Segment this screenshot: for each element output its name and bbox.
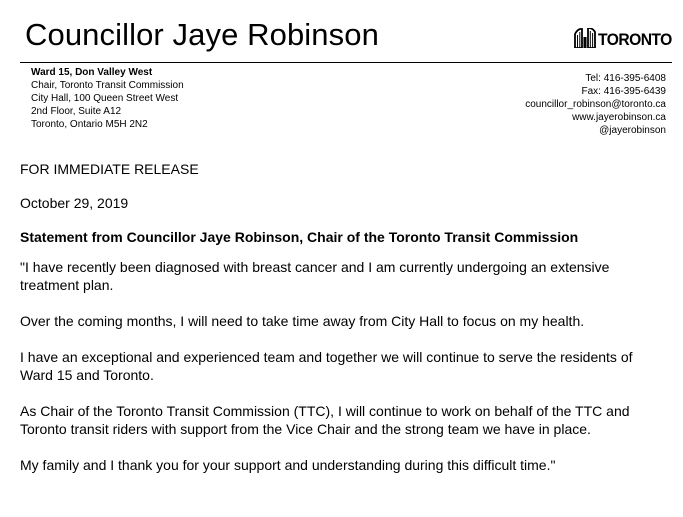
statement-paragraph: As Chair of the Toronto Transit Commission (TTC), I will continue to work on behalf of the TTC and Toronto transit riders with support from the Vice Chair and the strong team we have in place. xyxy=(20,403,630,437)
fax: Fax: 416-395-6439 xyxy=(581,86,666,97)
city-hall-icon xyxy=(574,28,596,48)
logo-wordmark: TORONTO xyxy=(598,30,672,49)
email-link[interactable]: councillor_robinson@toronto.ca xyxy=(525,99,666,110)
address-line: Toronto, Ontario M5H 2N2 xyxy=(31,119,148,130)
ward-label: Ward 15, Don Valley West xyxy=(31,67,153,78)
statement-title: Statement from Councillor Jaye Robinson, Chair of the Toronto Transit Commission xyxy=(20,229,579,245)
address-line: City Hall, 100 Queen Street West xyxy=(31,93,179,104)
release-date: October 29, 2019 xyxy=(20,195,129,211)
office-address-block xyxy=(31,66,184,131)
release-body xyxy=(20,160,660,474)
website-link[interactable]: www.jayerobinson.ca xyxy=(572,112,666,123)
address-line: 2nd Floor, Suite A12 xyxy=(31,106,122,117)
header-divider xyxy=(20,62,672,63)
statement-paragraph: I have an exceptional and experienced team and together we will continue to serve the residents of Ward 15 and Toronto. xyxy=(20,349,633,383)
telephone: Tel: 416-395-6408 xyxy=(585,73,666,84)
address-line: Chair, Toronto Transit Commission xyxy=(31,80,184,91)
councillor-name-heading: Councillor Jaye Robinson xyxy=(25,17,379,52)
statement-paragraph: My family and I thank you for your support and understanding during this difficult time." xyxy=(20,457,556,473)
statement-paragraph: Over the coming months, I will need to take time away from City Hall to focus on my health. xyxy=(20,313,585,329)
statement-paragraph: "I have recently been diagnosed with breast cancer and I am currently undergoing an extensive treatment plan. xyxy=(20,259,610,293)
contact-block xyxy=(525,72,666,137)
social-handle: @jayerobinson xyxy=(599,125,666,136)
toronto-logo xyxy=(574,26,678,48)
release-label: FOR IMMEDIATE RELEASE xyxy=(20,161,199,177)
